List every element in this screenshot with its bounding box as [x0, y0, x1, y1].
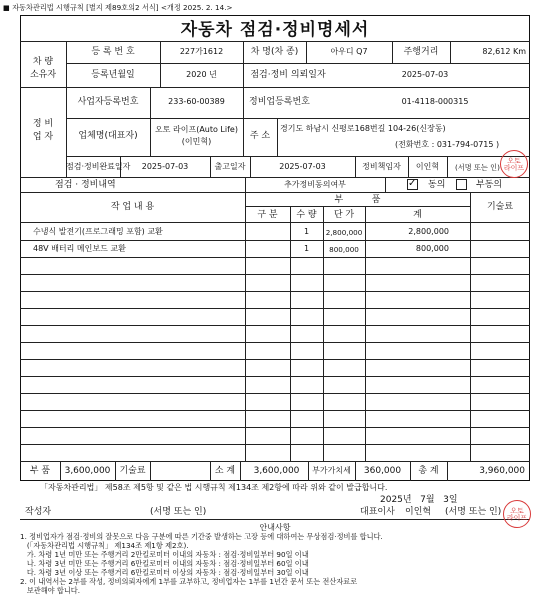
labor-header: 기술료 — [486, 202, 514, 212]
page-title: 자동차 점검·정비명세서 — [180, 20, 370, 40]
col-qty: 수 량 — [296, 210, 317, 220]
regulation-reference: ■ 자동차관리법 시행규칙 [별지 제89호의2 서식] <개정 2025. 2. 14.> — [3, 3, 233, 12]
reg-year-label: 등록년월일 — [91, 70, 135, 80]
reg-year-value: 2020 년 — [186, 70, 217, 79]
table-row-unit: 800,000 — [329, 245, 359, 254]
ceo-name: 이인혁 — [405, 507, 432, 517]
cert-date: 2025년 7월 3일 — [380, 495, 458, 505]
grand-total-value: 3,960,000 — [479, 466, 525, 476]
writer-label: 작성자 — [25, 507, 52, 517]
notice-line: 보관해야 합니다. — [20, 586, 81, 595]
table-row-unit: 2,800,000 — [325, 228, 363, 237]
release-date-label: 출고일자 — [214, 162, 246, 171]
parts-header: 부 품 — [334, 195, 381, 205]
reg-no-value: 227가1612 — [179, 47, 224, 56]
inspection-label: 점검 · 정비내역 — [55, 180, 116, 190]
vat-label: 부가가치세 — [312, 466, 351, 475]
disagree-label: 부동의 — [476, 180, 503, 190]
checkmark-icon: ✓ — [408, 178, 417, 189]
shop-reg-value: 01-4118-000315 — [401, 97, 469, 106]
reg-no-label: 등 록 번 호 — [91, 47, 135, 57]
phone-value: (전화번호 : 031-794-0715 ) — [395, 140, 500, 149]
biz-no-label: 사업자등록번호 — [77, 97, 139, 107]
address-label: 주 소 — [249, 131, 271, 141]
table-row-work: 48V 배터리 메인보드 교환 — [33, 244, 126, 253]
agree-label: 동의 — [428, 180, 446, 190]
notice-line: 나. 차령 3년 미만 또는 주행거리 6만킬로미터 이내의 자동차 : 점검·정비일부터 60일 이내 — [20, 559, 309, 568]
writer-sign: (서명 또는 인) — [150, 507, 207, 517]
labor-total-label: 기술료 — [119, 466, 146, 476]
request-date-value: 2025-07-03 — [401, 70, 449, 79]
address-value: 경기도 하남시 신평로168번길 104-26(신장동) — [280, 124, 446, 133]
manager-sign-label: (서명 또는 인) — [455, 163, 500, 172]
notice-line: 다. 차령 3년 이상 또는 주행거리 6만킬로미터 이상의 자동차 : 점검·정비일부터 30일 이내 — [20, 568, 309, 577]
company-seal-stamp: 오토 라이프 — [503, 500, 531, 528]
parts-total-label: 부 품 — [29, 466, 51, 476]
car-name-value: 아우디 Q7 — [330, 47, 368, 56]
subtotal-label: 소 계 — [214, 466, 236, 476]
manager-label: 정비책임자 — [362, 162, 401, 171]
release-date-value: 2025-07-03 — [279, 162, 326, 171]
mileage-value: 82,612 Km — [482, 47, 526, 56]
cert-statement: 「자동차관리법」 제58조 제5항 및 같은 법 시행규칙 제134조 제2항에 따라 위와 같이 발급합니다. — [40, 483, 388, 492]
biz-no-value: 233-60-00389 — [168, 97, 225, 106]
agree-checkbox[interactable] — [407, 179, 418, 190]
table-row-qty: 1 — [303, 227, 310, 236]
table-row-total: 2,800,000 — [408, 227, 449, 236]
notice-title: 안내사항 — [259, 523, 291, 532]
done-date-value: 2025-07-03 — [141, 162, 189, 171]
done-date-label: 점검·정비완료일자 — [66, 162, 131, 171]
request-date-label: 점검·정비 의뢰일자 — [250, 70, 326, 80]
company-label: 업체명(대표자) — [78, 131, 138, 141]
owner-section-label: 차 량 소유자 — [29, 57, 57, 80]
notice-line: 가. 차령 1년 미만 또는 주행거리 2만킬로미터 이내의 자동차 : 점검·정비일부터 90일 이내 — [20, 550, 309, 559]
shop-reg-label: 정비업등록번호 — [249, 97, 310, 107]
vat-value: 360,000 — [363, 466, 402, 476]
notice-line: 1. 정비업자가 점검·정비의 잘못으로 다음 구분에 따른 기간중 발생하는 고장 등에 대하여는 무상점검·정비를 합니다. — [20, 532, 383, 541]
grand-total-label: 총 계 — [418, 466, 439, 476]
table-row-total: 800,000 — [415, 244, 449, 253]
col-unit-price: 단 가 — [333, 210, 355, 220]
col-category: 구 분 — [257, 210, 278, 220]
representative-value: (이민혁) — [181, 137, 212, 146]
disagree-checkbox[interactable] — [456, 179, 467, 190]
table-row-qty: 1 — [303, 244, 310, 253]
notice-line: (「자동차관리법 시행규칙」 제134조 제1항 제2호). — [20, 541, 189, 550]
ceo-label: 대표이사 — [360, 507, 395, 517]
consent-label: 추가정비동의여부 — [284, 180, 346, 189]
work-header: 작 업 내 용 — [110, 202, 155, 212]
notice-line: 2. 이 내역서는 2부를 작성, 정비의뢰자에게 1부를 교부하고, 정비업자는 1부를 1년간 문서 또는 전산자료로 — [20, 577, 358, 586]
company-seal-stamp: 오토 라이프 — [500, 150, 528, 178]
car-name-label: 차 명(차 종) — [250, 47, 299, 57]
col-total: 계 — [413, 210, 422, 220]
manager-value: 이인혁 — [415, 162, 440, 171]
mileage-label: 주행거리 — [403, 47, 439, 57]
parts-total-value: 3,600,000 — [64, 466, 111, 476]
table-row-work: 수냉식 발전기(프로그래밍 포함) 교환 — [33, 227, 163, 236]
subtotal-value: 3,600,000 — [253, 466, 300, 476]
shop-section-label: 정 비 업 자 — [32, 119, 54, 142]
ceo-sign: (서명 또는 인) — [445, 507, 502, 517]
company-value: 오토 라이프(Auto Life) — [155, 125, 238, 134]
